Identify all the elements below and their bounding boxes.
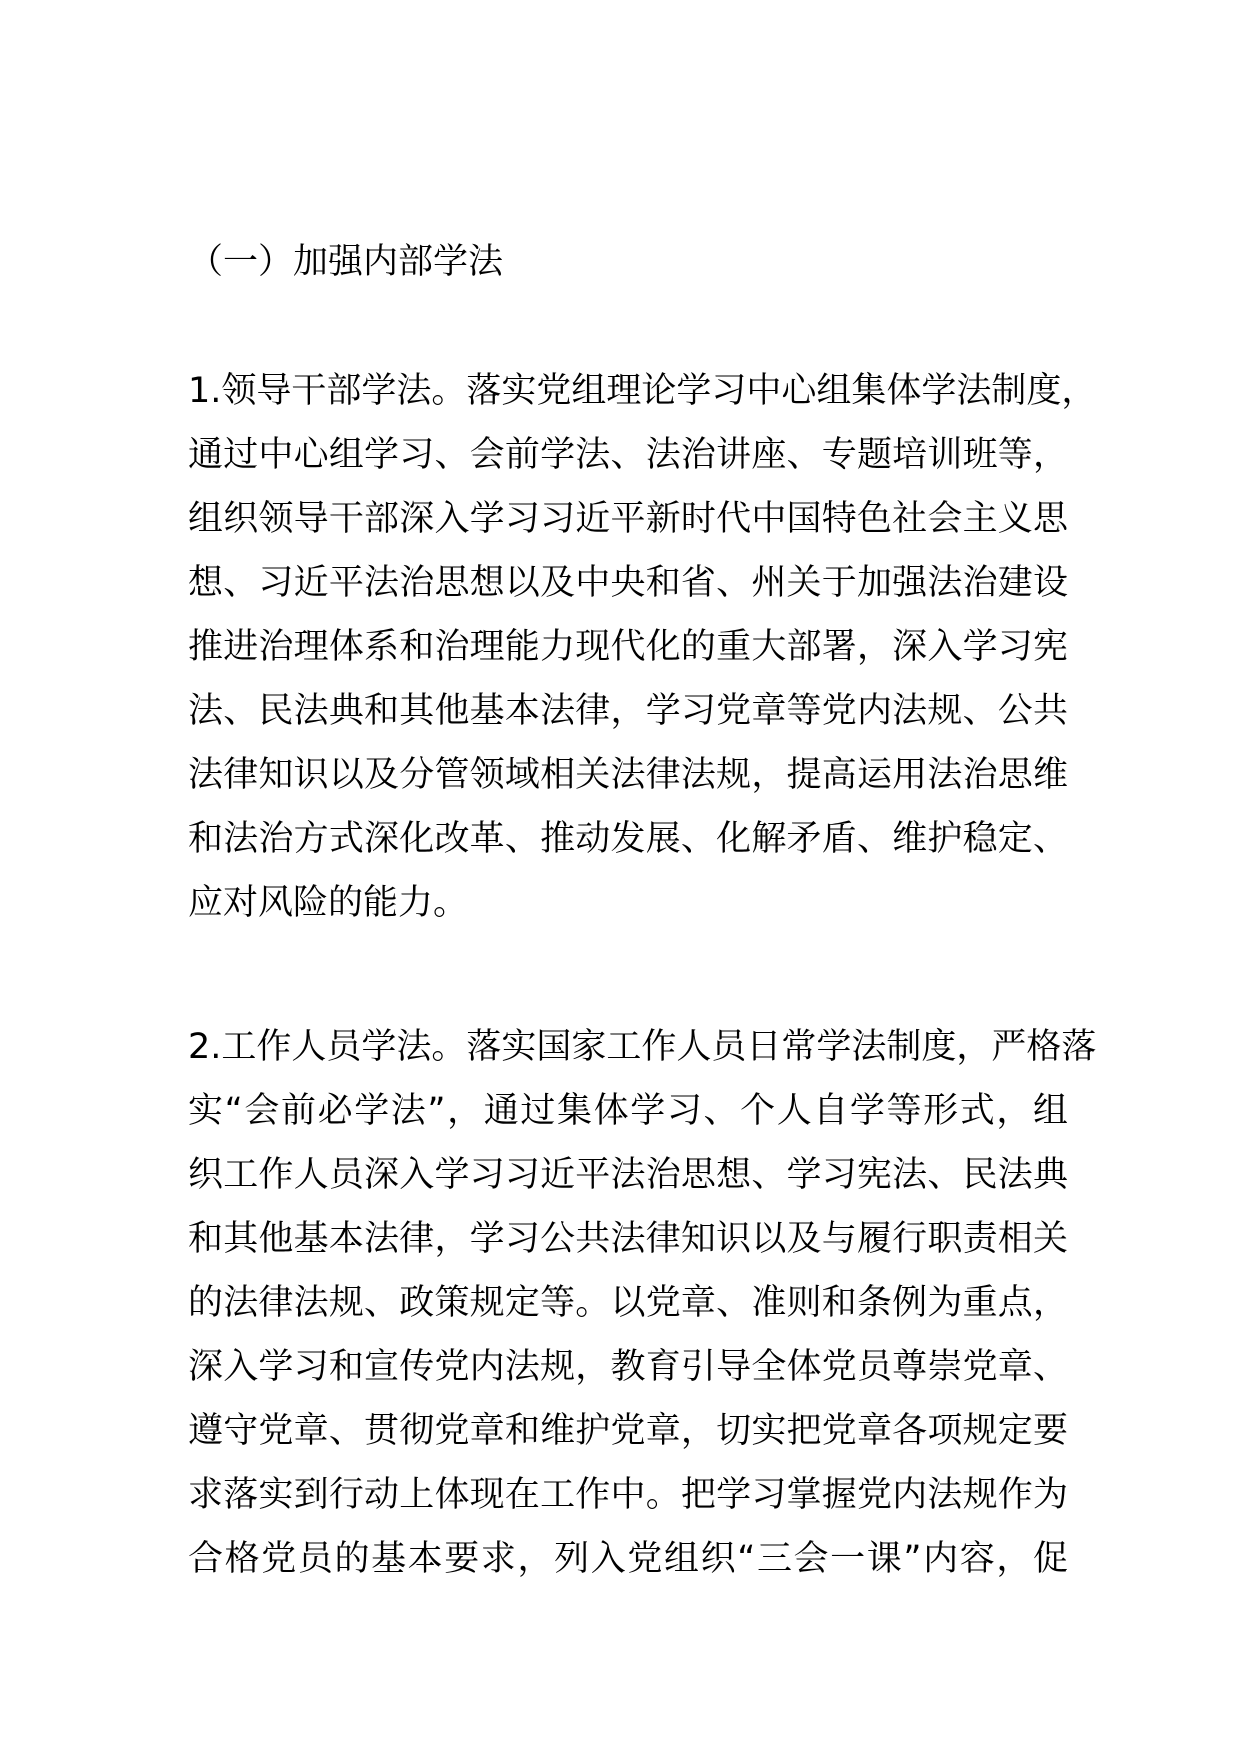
paragraph-line: 应对风险的能力。 <box>188 883 469 923</box>
paragraph-line: 和法治方式深化改革、推动发展、化解矛盾、维护稳定、 <box>188 819 1068 859</box>
paragraph-line: 织工作人员深入学习习近平法治思想、学习宪法、民法典 <box>188 1155 1068 1195</box>
paragraph-line: 通过中心组学习、会前学法、法治讲座、专题培训班等， <box>188 435 1068 475</box>
paragraph-line: 深入学习和宣传党内法规，教育引导全体党员尊崇党章、 <box>188 1347 1068 1387</box>
paragraph-leaders-study-law <box>188 359 1097 935</box>
paragraph-line: 法、民法典和其他基本法律，学习党章等党内法规、公共 <box>188 691 1068 731</box>
paragraph-line: 的法律法规、政策规定等。以党章、准则和条例为重点， <box>188 1283 1068 1323</box>
paragraph-line: 推进治理体系和治理能力现代化的重大部署，深入学习宪 <box>188 627 1068 667</box>
paragraph-line: 实“会前必学法”，通过集体学习、个人自学等形式，组 <box>188 1091 1068 1131</box>
paragraph-line: 想、习近平法治思想以及中央和省、州关于加强法治建设 <box>188 563 1068 603</box>
section-heading-text: （一）加强内部学法 <box>188 242 504 282</box>
paragraph-line: 2.工作人员学法。落实国家工作人员日常学法制度，严格落 <box>188 1027 1097 1067</box>
paragraph-line: 合格党员的基本要求，列入党组织“三会一课”内容，促 <box>188 1539 1068 1579</box>
paragraph-line: 组织领导干部深入学习习近平新时代中国特色社会主义思 <box>188 499 1068 539</box>
paragraph-line: 法律知识以及分管领域相关法律法规，提高运用法治思维 <box>188 755 1068 795</box>
paragraph-line: 1.领导干部学法。落实党组理论学习中心组集体学法制度， <box>188 371 1097 411</box>
section-heading <box>188 230 1068 294</box>
paragraph-line: 求落实到行动上体现在工作中。把学习掌握党内法规作为 <box>188 1475 1068 1515</box>
paragraph-line: 和其他基本法律，学习公共法律知识以及与履行职责相关 <box>188 1219 1068 1259</box>
paragraph-staff-study-law <box>188 1015 1097 1591</box>
paragraph-line: 遵守党章、贯彻党章和维护党章，切实把党章各项规定要 <box>188 1411 1068 1451</box>
